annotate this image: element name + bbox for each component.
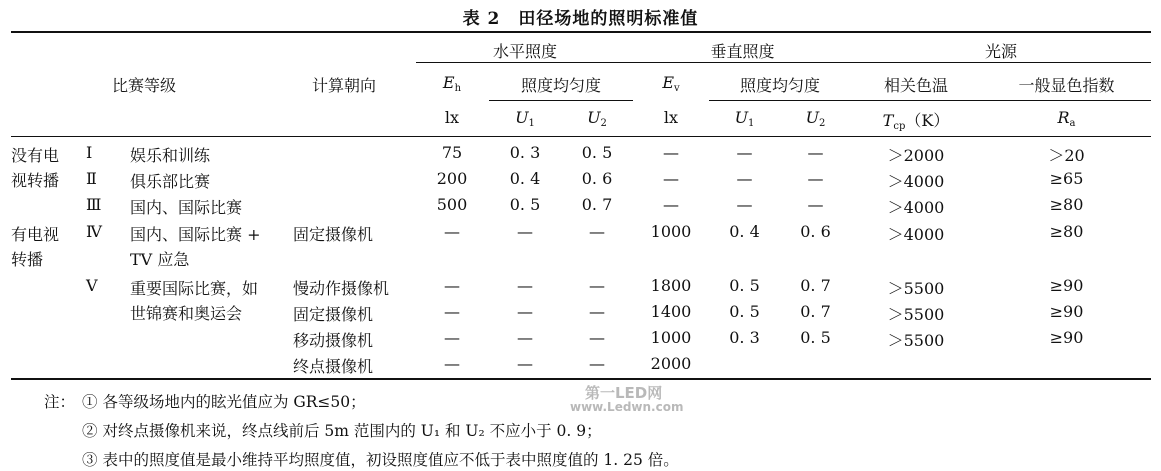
row1-vu1: —: [736, 143, 753, 162]
unit-eh: lx: [444, 108, 460, 127]
row4-ra: ≥80: [1049, 222, 1084, 241]
header-vertical: 垂直照度: [710, 42, 775, 61]
header-ra: $R_a$: [1057, 108, 1076, 129]
row6-eh: —: [444, 302, 460, 321]
header-rule-group: [416, 62, 1151, 63]
row1-vu2: —: [807, 143, 824, 162]
row1-hu2: 0. 5: [581, 143, 613, 162]
row5-name-line2: 世锦赛和奥运会: [130, 304, 243, 323]
row4-level: Ⅳ: [86, 222, 102, 241]
row4-tcp: ＞4000: [887, 225, 945, 244]
header-v-uniformity: 照度均匀度: [739, 76, 820, 95]
unit-ev: lx: [663, 108, 679, 127]
row6-hu2: —: [589, 302, 605, 321]
row6-vu1: 0. 5: [729, 302, 760, 321]
row1-level: Ⅰ: [86, 143, 93, 162]
row5-vu1: 0. 5: [729, 276, 760, 295]
table-title: 表 2 田径场地的照明标准值: [462, 9, 699, 29]
row5-vu2: 0. 7: [800, 276, 831, 295]
row6-ev: 1400: [650, 302, 692, 321]
group-no-tv-line2: 视转播: [11, 171, 60, 190]
row3-level: Ⅲ: [86, 195, 102, 214]
row3-ra: ≥80: [1049, 195, 1084, 214]
watermark-line1: 第一LED网: [585, 384, 663, 402]
row5-orientation: 慢动作摄像机: [293, 279, 390, 298]
row7-eh: —: [444, 328, 460, 347]
row8-eh: —: [444, 354, 460, 373]
header-light-source: 光源: [984, 42, 1017, 61]
row5-hu2: —: [589, 276, 605, 295]
row3-vu1: —: [736, 195, 753, 214]
row5-ev: 1800: [650, 276, 692, 295]
row3-hu1: 0. 5: [509, 195, 541, 214]
row6-orientation: 固定摄像机: [293, 305, 374, 324]
row2-name: 俱乐部比赛: [130, 172, 211, 191]
row4-name-line1: 国内、国际比赛 +: [130, 225, 261, 244]
row4-vu2: 0. 6: [800, 222, 831, 241]
table-bottom-rule: [11, 378, 1151, 380]
header-tcp: $T_{cp}(K)$: [882, 111, 950, 132]
row2-vu2: —: [807, 169, 824, 188]
row5-ra: ≥90: [1049, 276, 1084, 295]
row6-ra: ≥90: [1049, 302, 1084, 321]
row1-ra: ＞20: [1048, 146, 1085, 165]
row3-ev: —: [663, 195, 679, 214]
header-vu1: $U_1$: [734, 108, 755, 129]
header-hu2: $U_2$: [587, 108, 607, 129]
group-tv-line1: 有电视: [11, 225, 60, 244]
row5-level: Ⅴ: [86, 276, 98, 295]
row4-ev: 1000: [650, 222, 692, 241]
row4-hu1: —: [517, 222, 533, 241]
header-eh: $E_h$: [442, 73, 462, 94]
top-rule: [11, 31, 1151, 33]
header-hu1: $U_1$: [515, 108, 535, 129]
group-tv-line2: 转播: [11, 250, 44, 269]
row1-hu1: 0. 3: [509, 143, 541, 162]
watermark-line2: www.Ledwn.com: [570, 400, 684, 414]
row1-tcp: ＞2000: [887, 146, 945, 165]
row7-vu2: 0. 5: [800, 328, 831, 347]
row2-tcp: ＞4000: [887, 172, 945, 191]
row5-hu1: —: [517, 276, 533, 295]
row7-vu1: 0. 3: [729, 328, 760, 347]
header-vu2: $U_2$: [805, 108, 826, 129]
row4-name-line2: TV 应急: [130, 250, 190, 269]
row4-orientation: 固定摄像机: [293, 225, 374, 244]
row5-eh: —: [444, 276, 460, 295]
row8-orientation: 终点摄像机: [293, 357, 374, 376]
row2-eh: 200: [436, 169, 468, 188]
row5-tcp: ＞5500: [887, 279, 945, 298]
row1-ev: —: [663, 143, 679, 162]
row7-hu2: —: [589, 328, 605, 347]
header-cct: 相关色温: [883, 76, 948, 95]
header-ev: $E_v$: [662, 73, 680, 94]
row6-hu1: —: [517, 302, 533, 321]
row2-ev: —: [663, 169, 679, 188]
row8-hu2: —: [589, 354, 605, 373]
note-3: ③ 表中的照度值是最小维持平均照度值，初设照度值应不低于表中照度值的 1. 25 倍。: [82, 451, 679, 469]
row3-tcp: ＞4000: [887, 198, 945, 217]
row4-hu2: —: [589, 222, 605, 241]
row2-ra: ≥65: [1049, 169, 1084, 188]
row6-tcp: ＞5500: [887, 305, 945, 324]
note-2: ② 对终点摄像机来说，终点线前后 5m 范围内的 U₁ 和 U₂ 不应小于 0. 9；: [82, 422, 602, 440]
header-cri: 一般显色指数: [1018, 76, 1115, 95]
header-h-uniformity: 照度均匀度: [520, 76, 601, 95]
row7-orientation: 移动摄像机: [293, 331, 374, 350]
row1-eh: 75: [441, 143, 463, 162]
row7-ra: ≥90: [1049, 328, 1084, 347]
row2-hu2: 0. 6: [581, 169, 613, 188]
row3-eh: 500: [436, 195, 468, 214]
row4-vu1: 0. 4: [729, 222, 760, 241]
header-orientation: 计算朝向: [312, 76, 377, 95]
row7-ev: 1000: [650, 328, 692, 347]
header-horizontal: 水平照度: [492, 42, 557, 61]
header-level: 比赛等级: [112, 76, 177, 95]
row3-name: 国内、国际比赛: [130, 198, 243, 217]
row4-eh: —: [444, 222, 460, 241]
header-bottom-rule: [11, 136, 1151, 137]
header-rule-light: [851, 100, 1151, 101]
notes-label: 注：: [44, 393, 76, 411]
row8-ev: 2000: [650, 354, 692, 373]
row5-name-line1: 重要国际比赛，如: [130, 279, 259, 298]
note-1: ① 各等级场地内的眩光值应为 GR≤50；: [82, 393, 366, 411]
group-no-tv-line1: 没有电: [11, 146, 60, 165]
row7-hu1: —: [517, 328, 533, 347]
header-rule-uniformity-h: [489, 100, 633, 101]
row2-vu1: —: [736, 169, 753, 188]
row7-tcp: ＞5500: [887, 331, 945, 350]
row2-hu1: 0. 4: [509, 169, 541, 188]
row6-vu2: 0. 7: [800, 302, 831, 321]
row1-name: 娱乐和训练: [130, 146, 211, 165]
row8-hu1: —: [517, 354, 533, 373]
header-rule-uniformity-v: [709, 100, 851, 101]
row3-vu2: —: [807, 195, 824, 214]
row3-hu2: 0. 7: [581, 195, 613, 214]
row2-level: Ⅱ: [86, 169, 97, 188]
